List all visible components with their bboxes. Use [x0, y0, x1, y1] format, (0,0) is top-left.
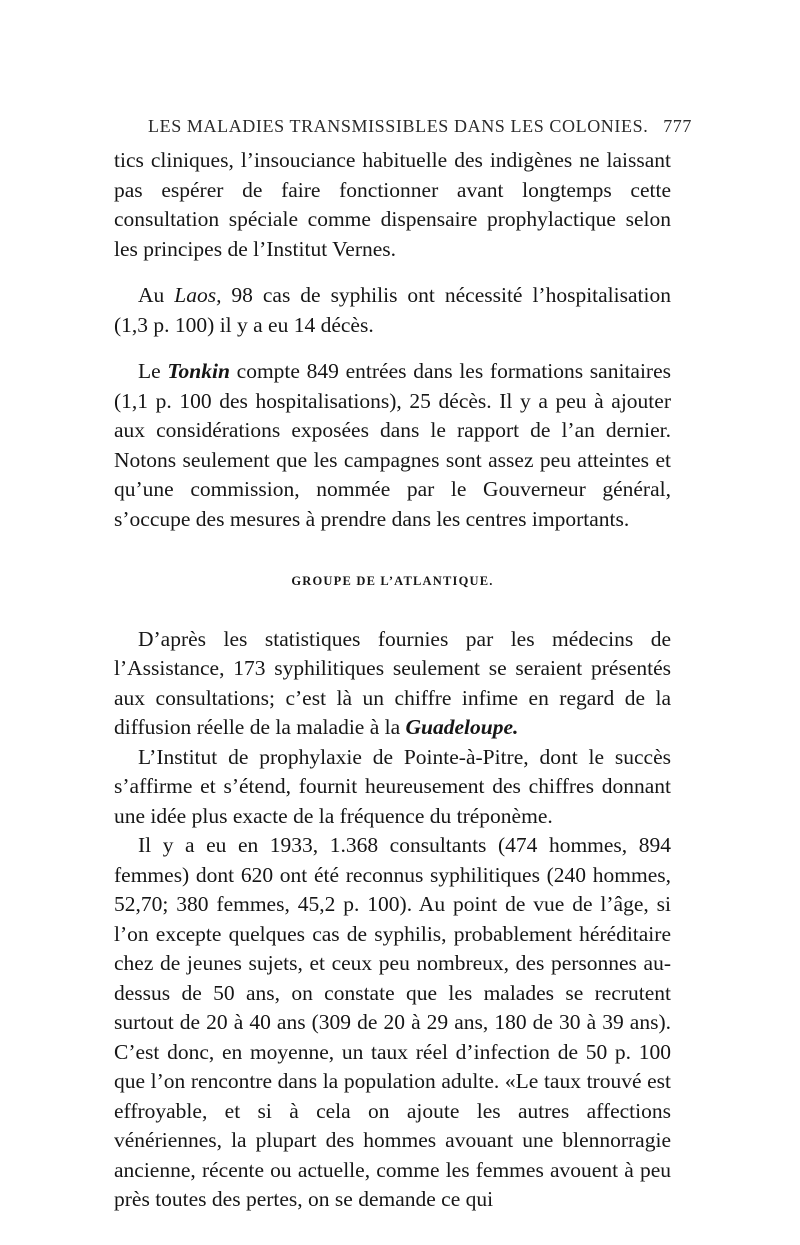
- running-head: [148, 116, 692, 137]
- paragraph-continuation: tics cliniques, l’insouciance habituelle des indigènes ne laissant pas espérer de faire fonctionner avant longtemps cette consultation spéciale comme dispensaire prophylactique selon les principes de l’Institut Vernes.: [114, 148, 671, 261]
- running-head-title: LES MALADIES TRANSMISSIBLES DANS LES COLONIES.: [148, 116, 649, 136]
- paragraph-laos: [114, 281, 671, 340]
- paragraph-statistics-text: D’après les statistiques fournies par les médecins de l’Assistance, 173 syphilitiques seulement se seraient présentés aux consultations; c’est là un chiffre infime en regard de la diffusion réelle de la maladie à la: [114, 626, 671, 739]
- page-number: 777: [663, 116, 692, 136]
- body-text: [114, 146, 671, 1215]
- paragraph-tonkin-pre: Le: [138, 359, 168, 383]
- section-heading: GROUPE DE L’ATLANTIQUE.: [291, 574, 494, 588]
- paragraph-tonkin-post: compte 849 entrées dans les formations sanitaires (1,1 p. 100 des hospitalisations), 25 décès. Il y a peu à ajouter aux considérations exposées dans le rapport de l’an dernier. Notons seulement que les campagnes sont assez peu atteintes et qu’une commission, nommée par le Gouverneur général, s’occupe des mesures à prendre dans les centres importants.: [114, 359, 671, 531]
- paragraph-laos-post: 98 cas de syphilis ont nécessité l’hospitalisation (1,3 p. 100) il y a eu 14 décès.: [114, 283, 671, 337]
- place-tonkin: Tonkin: [167, 359, 230, 383]
- place-guadeloupe: Guadeloupe.: [405, 715, 519, 739]
- paragraph-figures: Il y a eu en 1933, 1.368 consultants (474 hommes, 894 femmes) dont 620 ont été reconnus syphilitiques (240 hommes, 52,70; 380 femmes, 45,2 p. 100). Au point de vue de l’âge, si l’on excepte quelques cas de syphilis, probablement héréditaire chez de jeunes sujets, et ceux peu nombreux, des personnes au-dessus de 50 ans, on constate que les malades se recrutent surtout de 20 à 40 ans (309 de 20 à 29 ans, 180 de 30 à 39 ans). C’est donc, en moyenne, un taux réel d’infection de 50 p. 100 que l’on rencontre dans la population adulte. «Le taux trouvé est effroyable, et si à cela on ajoute les autres affections vénériennes, la plupart des hommes avouant une blennorragie ancienne, récente ou actuelle, comme les femmes avouent à peu près toutes des pertes, on se demande ce qui: [114, 833, 671, 1211]
- place-laos: Laos,: [174, 283, 222, 307]
- paragraph-statistics: [114, 625, 671, 743]
- paragraph-laos-pre: Au: [138, 283, 175, 307]
- paragraph-institut: L’Institut de prophylaxie de Pointe-à-Pitre, dont le succès s’affirme et s’étend, fournit heureusement des chiffres donnant une idée plus exacte de la fréquence du tréponème.: [114, 744, 671, 828]
- paragraph-tonkin: [114, 357, 671, 534]
